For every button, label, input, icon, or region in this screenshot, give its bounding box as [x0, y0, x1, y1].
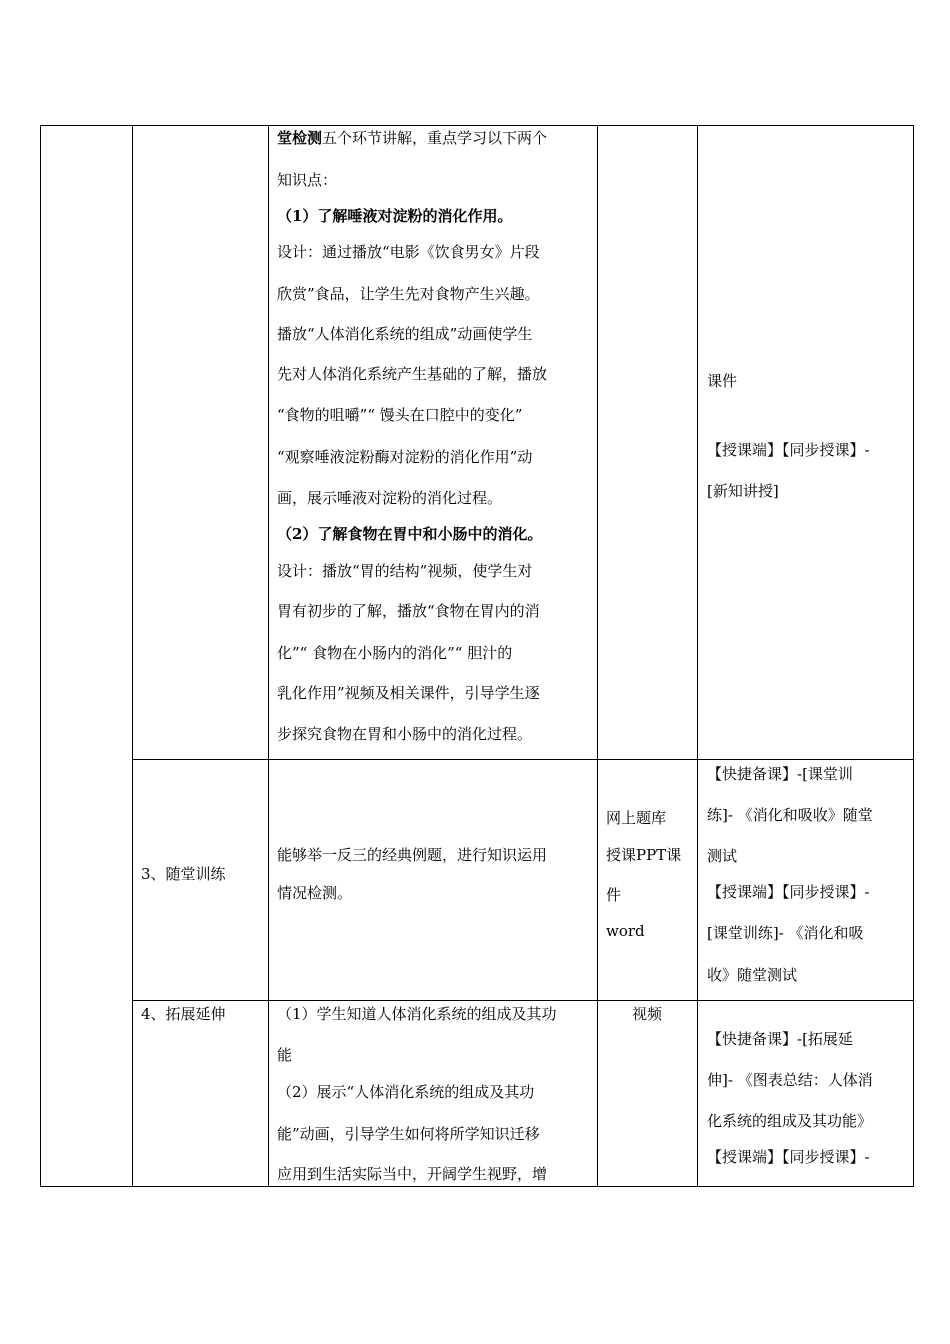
resource-line: 件 [606, 886, 622, 904]
content-line: 知识点： [277, 171, 338, 189]
content-line: “观察唾液淀粉酶对淀粉的消化作用”动 [277, 448, 533, 466]
content-line: 堂检测五个环节讲解，重点学习以下两个 [277, 129, 548, 147]
content-line: 画，展示唾液对淀粉的消化过程。 [277, 489, 503, 507]
platform-line: 收》随堂测试 [707, 966, 798, 984]
content-line: 能够举一反三的经典例题，进行知识运用 [277, 846, 548, 864]
col-line-3 [597, 125, 598, 1187]
platform-line: 【快捷备课】-[课堂训 [707, 765, 853, 783]
col-line-0 [40, 125, 41, 1187]
platform-line: 【授课端】【同步授课】- [707, 441, 870, 459]
content-line: 能 [277, 1046, 293, 1064]
content-line: 设计：播放“胃的结构”视频，使学生对 [277, 562, 533, 580]
content-line: 先对人体消化系统产生基础的了解，播放 [277, 365, 548, 383]
content-line: 胃有初步的了解，播放“食物在胃内的消 [277, 602, 540, 620]
platform-line: 课件 [707, 372, 738, 390]
platform-line: 【快捷备课】-[拓展延 [707, 1030, 853, 1048]
bold-prefix: 堂检测 [277, 129, 323, 147]
content-line: 设计：通过播放“电影《饮食男女》片段 [277, 243, 540, 261]
content-line: 乳化作用”视频及相关课件，引导学生逐 [277, 684, 540, 702]
platform-line: 测试 [707, 847, 738, 865]
content-line: 能”动画，引导学生如何将所学知识迁移 [277, 1125, 540, 1143]
content-line: 化”“ 食物在小肠内的消化”“ 胆汁的 [277, 644, 513, 662]
row-divider-2 [132, 759, 914, 760]
content-line: （1）学生知道人体消化系统的组成及其功 [277, 1005, 557, 1023]
content-line: 步探究食物在胃和小肠中的消化过程。 [277, 725, 533, 743]
platform-line: 化系统的组成及其功能》 [707, 1112, 873, 1130]
resource-line: 授课PPT课 [606, 846, 682, 864]
col-line-4 [697, 125, 698, 1187]
col-line-2 [268, 125, 269, 1187]
platform-line: 练]- 《消化和吸收》随堂 [707, 806, 873, 824]
content-line: 情况检测。 [277, 884, 353, 902]
resource-line: 网上题库 [606, 809, 667, 827]
table-bottom-border [40, 1186, 914, 1187]
content-line: （2）展示“人体消化系统的组成及其功 [277, 1083, 535, 1101]
platform-line: [课堂训练]- 《消化和吸 [707, 924, 864, 942]
section-heading: （2）了解食物在胃中和小肠中的消化。 [277, 525, 543, 543]
step-label: 4、拓展延伸 [141, 1005, 226, 1023]
content-line: 欣赏”食品，让学生先对食物产生兴趣。 [277, 285, 540, 303]
content-line: 播放“人体消化系统的组成”动画使学生 [277, 325, 533, 343]
section-heading: （1）了解唾液对淀粉的消化作用。 [277, 207, 513, 225]
step-label: 3、随堂训练 [141, 865, 226, 883]
content-line: “食物的咀嚼”“ 馒头在口腔中的变化” [277, 406, 523, 424]
platform-line: [新知讲授] [707, 482, 779, 500]
col-line-5 [913, 125, 914, 1187]
table-top-border [40, 125, 914, 126]
platform-line: 伸]- 《图表总结：人体消 [707, 1071, 873, 1089]
col-line-1 [132, 125, 133, 1187]
content-line: 应用到生活实际当中，开阔学生视野，增 [277, 1165, 548, 1183]
platform-line: 【授课端】【同步授课】- [707, 883, 870, 901]
row-divider-3 [132, 1000, 914, 1001]
resource-line: word [606, 922, 645, 940]
platform-line: 【授课端】【同步授课】- [707, 1148, 870, 1166]
resource-line: 视频 [632, 1005, 663, 1023]
